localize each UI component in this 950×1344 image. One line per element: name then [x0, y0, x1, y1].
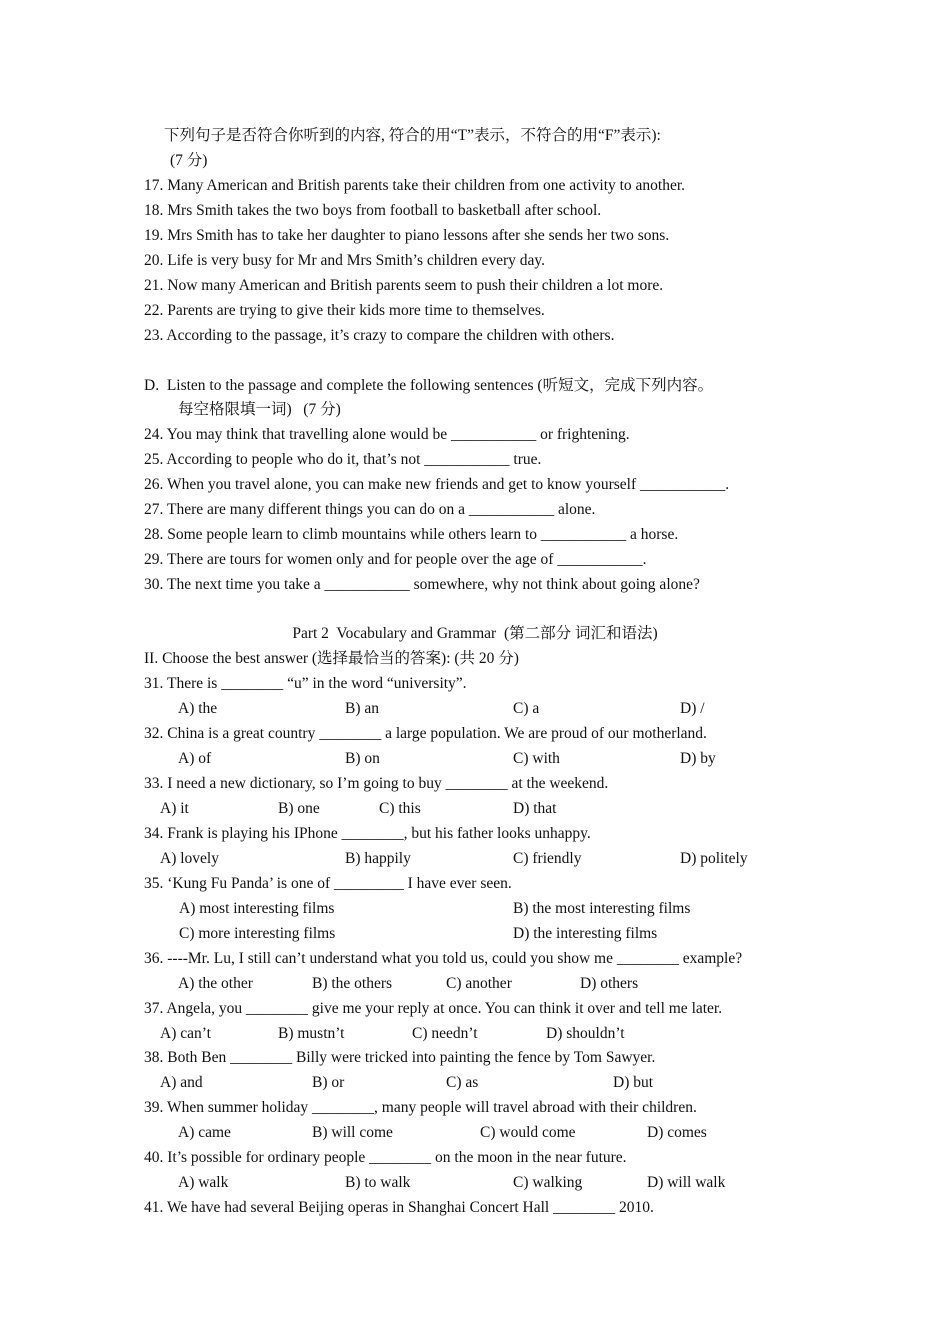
question-35-option-c: C) more interesting films [179, 925, 336, 942]
section-c-instruction: 下列句子是否符合你听到的内容, 符合的用“T”表示，不符合的用“F”表示): [164, 127, 661, 144]
sentence-30: 30. The next time you take a ___________ somewhere, why not think about going alone? [144, 576, 700, 593]
question-37-option-d: D) shouldn’t [546, 1025, 625, 1042]
question-38-option-a: A) and [160, 1074, 203, 1091]
sentence-26: 26. When you travel alone, you can make new friends and get to know yourself ___________. [144, 476, 730, 493]
question-33-stem: 33. I need a new dictionary, so I’m going to buy ________ at the weekend. [144, 775, 609, 792]
statement-18: 18. Mrs Smith takes the two boys from football to basketball after school. [144, 202, 602, 219]
sentence-24: 24. You may think that travelling alone would be ___________ or frightening. [144, 426, 630, 443]
question-32-stem: 32. China is a great country ________ a large population. We are proud of our motherland. [144, 725, 707, 742]
question-33-option-d: D) that [513, 800, 557, 817]
question-35-stem: 35. ‘Kung Fu Panda’ is one of _________ I have ever seen. [144, 875, 512, 892]
statement-23: 23. According to the passage, it’s crazy to compare the children with others. [144, 327, 615, 344]
question-40-option-d: D) will walk [647, 1174, 726, 1191]
statement-21: 21. Now many American and British parents seem to push their children a lot more. [144, 277, 664, 294]
question-34-stem: 34. Frank is playing his IPhone ________, but his father looks unhappy. [144, 825, 591, 842]
statement-20: 20. Life is very busy for Mr and Mrs Smith’s children every day. [144, 252, 546, 269]
sentence-27: 27. There are many different things you can do on a ___________ alone. [144, 501, 596, 518]
sentence-25: 25. According to people who do it, that’s not ___________ true. [144, 451, 542, 468]
part2-instruction: II. Choose the best answer (选择最恰当的答案): (共 20 分) [144, 650, 519, 667]
question-39-option-d: D) comes [647, 1124, 707, 1141]
question-31-stem: 31. There is ________ “u” in the word “university”. [144, 675, 467, 692]
question-36-option-a: A) the other [178, 975, 253, 992]
question-40-stem: 40. It’s possible for ordinary people ________ on the moon in the near future. [144, 1149, 627, 1166]
question-37-stem: 37. Angela, you ________ give me your reply at once. You can think it over and tell me later. [144, 1000, 723, 1017]
question-34-option-c: C) friendly [513, 850, 582, 867]
question-31-option-c: C) a [513, 700, 540, 717]
question-39-stem: 39. When summer holiday ________, many people will travel abroad with their children. [144, 1099, 697, 1116]
question-38-option-c: C) as [446, 1074, 479, 1091]
question-31-option-a: A) the [178, 700, 218, 717]
question-35-option-b: B) the most interesting films [513, 900, 691, 917]
question-36-option-d: D) others [580, 975, 639, 992]
question-38-stem: 38. Both Ben ________ Billy were tricked into painting the fence by Tom Sawyer. [144, 1049, 656, 1066]
section-c-points: (7 分) [170, 152, 208, 169]
question-37-option-a: A) can’t [160, 1025, 211, 1042]
question-31-option-b: B) an [345, 700, 380, 717]
question-34-option-b: B) happily [345, 850, 411, 867]
question-32-option-d: D) by [680, 750, 716, 767]
statement-22: 22. Parents are trying to give their kids more time to themselves. [144, 302, 545, 319]
question-41-stem: 41. We have had several Beijing operas in Shanghai Concert Hall ________ 2010. [144, 1199, 654, 1216]
sentence-29: 29. There are tours for women only and for people over the age of ___________. [144, 551, 647, 568]
question-37-option-c: C) needn’t [412, 1025, 478, 1042]
question-31-option-d: D) / [680, 700, 705, 717]
question-36-option-c: C) another [446, 975, 512, 992]
question-40-option-a: A) walk [178, 1174, 229, 1191]
question-38-option-d: D) but [613, 1074, 654, 1091]
section-d-heading-cont: 每空格限填一词) (7 分) [178, 401, 341, 418]
question-40-option-b: B) to walk [345, 1174, 411, 1191]
question-33-option-a: A) it [160, 800, 189, 817]
question-33-option-c: C) this [379, 800, 421, 817]
question-34-option-d: D) politely [680, 850, 748, 867]
question-36-stem: 36. ----Mr. Lu, I still can’t understand what you told us, could you show me ________ example? [144, 950, 743, 967]
question-39-option-c: C) would come [480, 1124, 576, 1141]
question-32-option-a: A) of [178, 750, 212, 767]
part2-title: Part 2 Vocabulary and Grammar (第二部分 词汇和语法) [292, 625, 658, 642]
question-37-option-b: B) mustn’t [278, 1025, 345, 1042]
question-35-option-a: A) most interesting films [179, 900, 335, 917]
question-34-option-a: A) lovely [160, 850, 219, 867]
section-d-heading: D. Listen to the passage and complete the following sentences (听短文，完成下列内容。 [144, 377, 714, 394]
question-39-option-a: A) came [178, 1124, 231, 1141]
sentence-28: 28. Some people learn to climb mountains while others learn to ___________ a horse. [144, 526, 679, 543]
question-33-option-b: B) one [278, 800, 320, 817]
question-38-option-b: B) or [312, 1074, 345, 1091]
question-36-option-b: B) the others [312, 975, 393, 992]
question-35-option-d: D) the interesting films [513, 925, 658, 942]
question-32-option-c: C) with [513, 750, 560, 767]
statement-19: 19. Mrs Smith has to take her daughter to piano lessons after she sends her two sons. [144, 227, 670, 244]
question-40-option-c: C) walking [513, 1174, 583, 1191]
statement-17: 17. Many American and British parents take their children from one activity to another. [144, 177, 686, 194]
question-39-option-b: B) will come [312, 1124, 393, 1141]
question-32-option-b: B) on [345, 750, 380, 767]
